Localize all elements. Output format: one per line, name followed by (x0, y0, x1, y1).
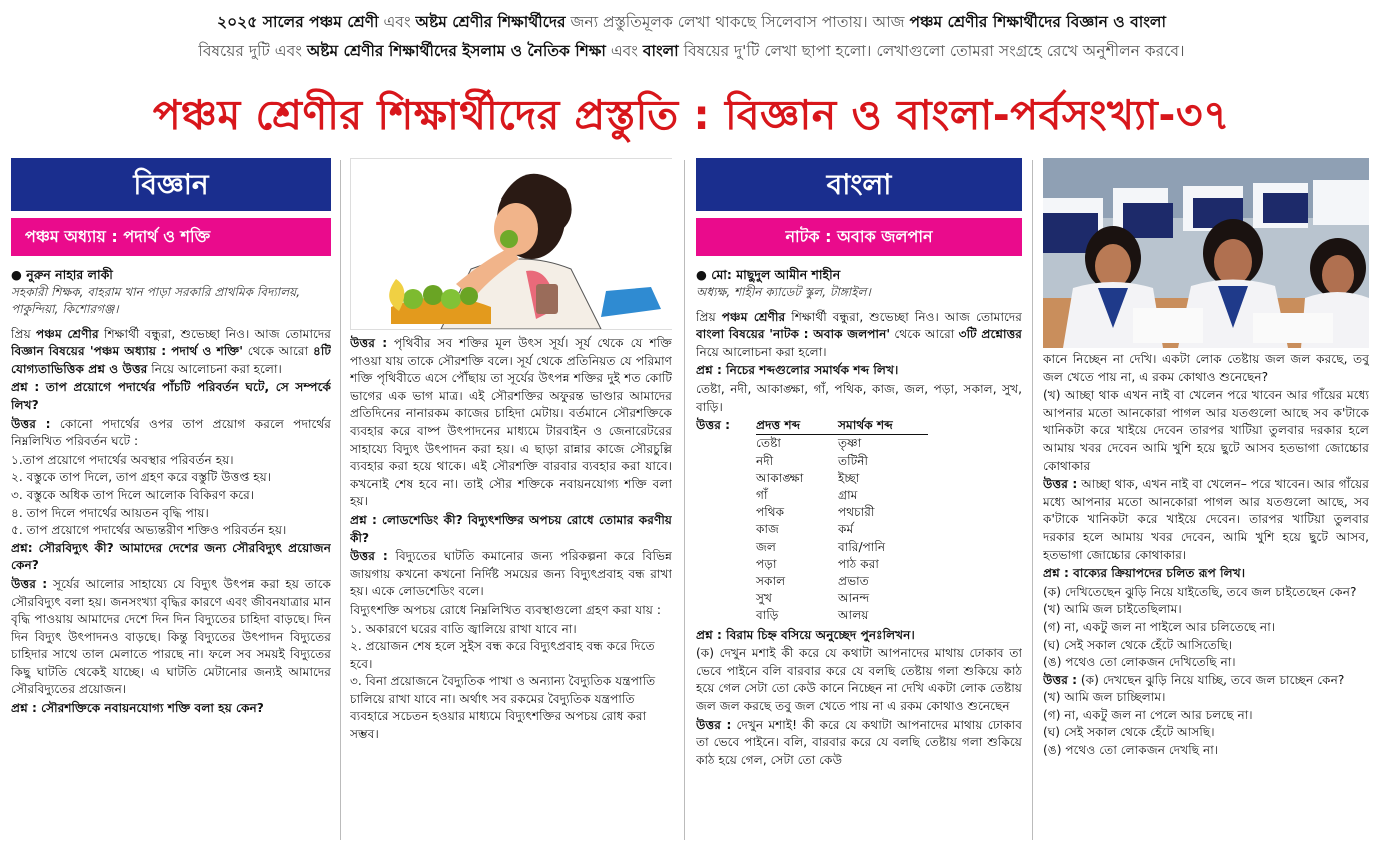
science-section-banner: বিজ্ঞান (11, 158, 331, 211)
bangla-answer-3-list (1043, 672, 1369, 760)
science-question-1: প্রশ্ন : তাপ প্রয়োগে পদার্থের পাঁচটি পরিবর্তন ঘটে, সে সম্পর্কে লিখ? (11, 380, 331, 412)
bangla-author-affiliation: অধ্যক্ষ, শাহীন ক্যাডেট স্কুল, টাঙ্গাইল। (696, 284, 871, 299)
list-item: (ঘ) সেই সকাল থেকে হেঁটে আসছি। (1043, 725, 1215, 740)
synonym-table (696, 417, 928, 624)
science-answer-4-intro: বিদ্যুৎশক্তি অপচয় রোধে নিম্নলিখিত ব্যবস্থাগুলো গ্রহণ করা যায় : (350, 602, 661, 617)
list-item: (ঙ) পথেও তো লোকজন দেখিতেছি না। (1043, 655, 1236, 670)
table-row: তেষ্টা তৃষ্ণা (756, 436, 862, 451)
list-item: ৪. তাপ দিলে পদার্থের আয়তন বৃদ্ধি পায়। (11, 505, 209, 520)
synonym-table-header (696, 417, 928, 435)
bangla-author: ● মো: মাছুদুল আমীন শাহীন (696, 267, 841, 282)
bangla-greeting: প্রিয় পঞ্চম শ্রেণীর শিক্ষার্থী বন্ধুরা, শুভেচ্ছা নিও। আজ তোমাদের বাংলা বিষয়ের 'নাটক : অবাক জলপান' থেকে আরো ৩টি প্রশ্নোত্তর নিয়ে আলোচনা করা হলো। (696, 309, 1022, 359)
list-item: ৩. বিনা প্রয়োজনে বৈদ্যুতিক পাখা ও অন্যান্য বৈদ্যুতিক যন্ত্রপাতি চালিয়ে রাখা যাবে না। অর্থাৎ সব রকমের বৈদ্যুতিক যন্ত্রপাতি ব্যবহারে সচেতন হওয়ার মাধ্যমে বিদ্যুৎশক্তির অপচয় রোধ করা সম্ভব। (350, 674, 656, 742)
science-answer-2: উত্তর : সূর্যের আলোর সাহায্যে যে বিদ্যুৎ উৎপন্ন করা হয় তাকে সৌরবিদ্যুৎ বলা হয়। জনসংখ্যা বৃদ্ধির কারণে এবং জীবনযাত্রার মান বৃদ্ধি পাওয়ায় আমাদের দেশে দিন দিন বিদ্যুতের চাহিদা বাড়ছে। দিন দিন বিদ্যুৎ উৎপাদনও বাড়ছে। কিন্তু বিদ্যুতের উৎপাদন বিদ্যুতের চাহিদার সাথে তাল মেলাতে পারছে না। ফলে সব সময়ই বিদ্যুতের কিছু ঘাটতি থেকেই যাচ্ছে। এ ঘাটতি মেটানোর জন্যই আমাদের সৌরবিদ্যুতের প্রয়োজন। (11, 576, 331, 697)
list-item: (ঙ) পথেও তো লোকজন দেখছি না। (1043, 743, 1219, 758)
science-author: ● নুরুন নাহার লাকী (11, 267, 113, 282)
list-item: (গ) না, একটু জল না পাইলে আর চলিতেছে না। (1043, 619, 1276, 634)
science-answer-1-list (11, 452, 331, 540)
bangla-answer-2-continued: কানে নিচ্ছেন না দেখি। একটা লোক তেষ্টায় জল জল করছে, তবু জল খেতে পায় না, এ রকম কোথাও শুনেছেন? (1043, 352, 1369, 384)
science-chapter-banner: পঞ্চম অধ্যায় : পদার্থ ও শক্তি (11, 218, 331, 256)
science-question-2: প্রশ্ন: সৌরবিদ্যুৎ কী? আমাদের দেশের জন্য সৌরবিদ্যুৎ প্রয়োজন কেন? (11, 540, 331, 573)
science-answer-1: উত্তর : কোনো পদার্থের ওপর তাপ প্রয়োগ করলে পদার্থের নিম্নলিখিত পরিবর্তন ঘটে : (11, 416, 331, 449)
bangla-question-2-text: (ক) দেখুন মশাই কী করে যে কথাটা আপনাদের মাথায় ঢোকাব তা ভেবে পাইনে বলি বারবার করে যে বলছি তেষ্টায় গলা শুকিয়ে কাঠ হয়ে গেল সেটা তো কেউ কানে নিচ্ছেন না দেখি একটা লোক তেষ্টায় জল জল করছে তবু জল খেতে পায় না এ রকম কোথাও শুনেছেন (696, 646, 1022, 713)
column-header-given: প্রদত্ত শব্দ (756, 417, 838, 435)
bangla-answer-2: উত্তর : দেখুন মশাই! কী করে যে কথাটা আপনাদের মাথায় ঢোকাব তা ভেবে পাইনে। বলি, বারবার করে যে বলছি তেষ্টায় গলা শুকিয়ে কাঠ হয়ে গেল, সেটা তো কেউ (696, 717, 1022, 767)
list-item: ৫. তাপ প্রয়োগে পদার্থের অভ্যন্তরীণ শক্তিও পরিবর্তন হয়। (11, 523, 287, 538)
table-row: নদী তটিনী (756, 453, 869, 468)
bangla-question-3-list (1043, 584, 1369, 672)
intro-paragraph (14, 8, 1369, 66)
table-row: আকাঙ্ক্ষা ইচ্ছা (756, 470, 860, 485)
list-item: উত্তর : (ক) দেখছেন ঝুড়ি নিয়ে যাচ্ছি, তবে জল চাচ্ছেন কেন? (1043, 672, 1345, 687)
photo-icon (1043, 158, 1369, 348)
bangla-answer-2-kh: উত্তর : আচ্ছা থাক, এখন নাই বা খেলেন– পরে খাবেন। আর গাঁয়ের মধ্যে আপনার মতো আনকোরা পাগল আর যতগুলো আছে, সব ক'টাকে খানিকটা করে খাইয়ে দেবেন। তারপর খাটিয়া তুলবার দরকার হলে আমায় খবর দেবেন, আমি খুশি হয়ে ছুটে আসব, হতভাগা জোচ্চোর কোথাকার। (1043, 477, 1369, 562)
table-row: কাজ কর্ম (756, 522, 854, 537)
bangla-question-2: প্রশ্ন : বিরাম চিহ্ন বসিয়ে অনুচ্ছেদ পুনঃলিখন। (696, 627, 915, 642)
list-item: ২. প্রয়োজন শেষ হলে সুইস বন্ধ করে বিদ্যুৎপ্রবাহ বন্ধ করে দিতে হবে। (350, 639, 655, 671)
bangla-column-continued (1043, 158, 1369, 842)
list-item: (খ) আমি জল চাচ্ছিলাম। (1043, 690, 1166, 705)
table-row: জল বারি/পানি (756, 539, 886, 554)
bangla-chapter-banner: নাটক : অবাক জলপান (696, 218, 1022, 256)
science-question-4: প্রশ্ন : লোডশেডিং কী? বিদ্যুৎশক্তির অপচয় রোধে তোমার করণীয় কী? (350, 512, 672, 545)
students-writing-exam-photo (1043, 158, 1369, 348)
girl-eating-fruit-illustration (350, 158, 672, 330)
table-row: সকাল প্রভাত (756, 573, 869, 588)
intro-line-2: বিষয়ের দুটি এবং অষ্টম শ্রেণীর শিক্ষার্থীদের ইসলাম ও নৈতিক শিক্ষা এবং বাংলা বিষয়ের দু'টি লেখা ছাপা হলো। লেখাগুলো তোমরা সংগ্রহে রেখে অনুশীলন করবে। (198, 42, 1185, 60)
column-divider (684, 160, 685, 840)
bangla-section-banner: বাংলা (696, 158, 1022, 211)
science-answer-4: উত্তর : বিদ্যুতের ঘাটতি কমানোর জন্য পরিকল্পনা করে বিভিন্ন জায়গায় কখনো কখনো নির্দিষ্ট সময়ের জন্য বিদ্যুৎপ্রবাহ বন্ধ রাখা হয়। একে লোডশেডিং বলে। (350, 549, 672, 599)
list-item: ৩. বস্তুকে অধিক তাপ দিলে আলোক বিকিরণ করে। (11, 487, 255, 502)
table-row: পড়া পাঠ করা (756, 556, 879, 571)
answer-label: উত্তর : (696, 418, 731, 433)
science-greeting: প্রিয় পঞ্চম শ্রেণীর শিক্ষার্থী বন্ধুরা, শুভেচ্ছা নিও। আজ তোমাদের বিজ্ঞান বিষয়ের 'পঞ্চম অধ্যায় : পদার্থ ও শক্তি' থেকে আরো ৪টি যোগ্যতাভিত্তিক প্রশ্ন ও উত্তর নিয়ে আলোচনা করা হলো। (11, 326, 331, 376)
list-item: (খ) আমি জল চাইতেছিলাম। (1043, 602, 1182, 617)
science-column-continued (350, 158, 672, 842)
bangla-question-1-words: তেষ্টা, নদী, আকাঙ্ক্ষা, গাঁ, পথিক, কাজ, জল, পড়া, সকাল, সুখ, বাড়ি। (696, 381, 1022, 414)
science-answer-4-list (350, 621, 672, 744)
table-row: বাড়ি আলয় (756, 608, 869, 623)
table-row: পথিক পথচারী (756, 505, 875, 520)
list-item: (ক) দেখিতেছেন ঝুড়ি নিয়ে যাইতেছি, তবে জল চাইতেছেন কেন? (1043, 584, 1357, 599)
column-divider (1032, 160, 1033, 840)
table-row: সুখ আনন্দ (756, 591, 870, 606)
illustration-icon (351, 159, 672, 329)
column-header-synonym: সমার্থক শব্দ (838, 417, 928, 435)
intro-line-1: ২০২৫ সালের পঞ্চম শ্রেণী এবং অষ্টম শ্রেণীর শিক্ষার্থীদের জন্য প্রস্তুতিমূলক লেখা থাকছে সিলেবাস পাতায়। আজ পঞ্চম শ্রেণীর শিক্ষার্থীদের বিজ্ঞান ও বাংলা (217, 13, 1166, 31)
science-answer-3: উত্তর : পৃথিবীর সব শক্তির মূল উৎস সূর্য। সূর্য থেকে যে শক্তি পাওয়া যায় তাকে সৌরশক্তি বলে। সূর্য থেকে প্রতিনিয়ত যে পরিমাণ শক্তি পৃথিবীতে এসে পৌঁছায় তা সূর্যের উৎপন্ন শক্তির দুই শত কোটি ভাগের এক ভাগ মাত্র। এই সৌরশক্তির অফুরন্ত ভাণ্ডার আমাদের প্রতিদিনের নানারকম কাজের চাহিদা মেটায়। বর্তমানে সৌরশক্তিকে ব্যবহার করে বাষ্প উৎপাদনের মাধ্যমে টারবাইন ও জেনারেটরের সাহায্যে বিদ্যুৎ উৎপাদন করা হয়। এ ছাড়া রান্নার কাজে সৌরচুল্লি ব্যবহার করা হয়ে থাকে। এই সৌরশক্তি বারবার ব্যবহার করা যাবে। কখনোই শেষ হবে না। তাই সৌর শক্তিকে নবায়নযোগ্য শক্তি বলা হয়। (350, 336, 672, 509)
list-item: ২. বস্তুকে তাপ দিলে, তাপ গ্রহণ করে বস্তুটি উত্তপ্ত হয়। (11, 470, 272, 485)
science-author-affiliation: সহকারী শিক্ষক, বাহরাম খান পাড়া সরকারি প্রাথমিক বিদ্যালয়, পাকুন্দিয়া, কিশোরগঞ্জ। (11, 284, 301, 316)
list-item: ১.তাপ প্রয়োগে পদার্থের অবস্থার পরিবর্তন হয়। (11, 452, 234, 467)
list-item: ১. অকারণে ঘরের বাতি জ্বালিয়ে রাখা যাবে না। (350, 621, 577, 636)
bangla-question-2-kh: (খ) আচ্ছা থাক এখন নাই বা খেলেন পরে খাবেন আর গাঁয়ের মধ্যে আপনার মতো আনকোরা পাগল আর যতগুলো আছে সব ক'টাকে খানিকটা করে খাইয়ে দেবেন তারপর খাটিয়া তুলবার দরকার হলে আমায় খবর দেবেন আমি খুশি হয়ে ছুটে আসব হতভাগা জোচ্চোর কোথাকার (1043, 388, 1369, 473)
list-item: (গ) না, একটু জল না পেলে আর চলছে না। (1043, 707, 1253, 722)
science-question-3: প্রশ্ন : সৌরশক্তিকে নবায়নযোগ্য শক্তি বলা হয় কেন? (11, 701, 264, 716)
bangla-question-3: প্রশ্ন : বাক্যের ক্রিয়াপদের চলিত রূপ লিখ। (1043, 566, 1246, 581)
science-column (11, 158, 331, 842)
bangla-column (696, 158, 1022, 842)
bangla-question-1: প্রশ্ন : নিচের শব্দগুলোর সমার্থক শব্দ লিখ। (696, 363, 899, 378)
list-item: (ঘ) সেই সকাল থেকে হেঁটে আসিতেছি। (1043, 637, 1233, 652)
column-divider (340, 160, 341, 840)
table-row: গাঁ গ্রাম (756, 487, 858, 502)
page-headline: পঞ্চম শ্রেণীর শিক্ষার্থীদের প্রস্তুতি : বিজ্ঞান ও বাংলা-পর্বসংখ্যা-৩৭ (152, 91, 1231, 139)
